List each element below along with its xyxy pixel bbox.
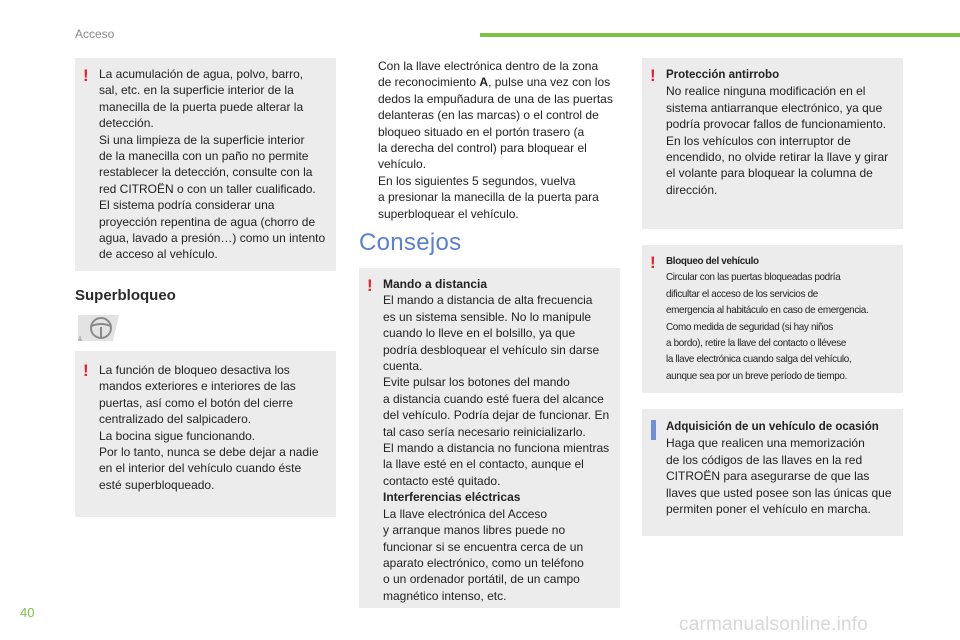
tip-subtitle: Interferencias eléctricas [383,490,521,505]
section-heading-consejos: Consejos [359,229,462,256]
step-text: , pulse una vez con los dedos la empuñadura de una de las puertas delanteras (en las marcas) o el control de bloqueo situado en el portón trasero (a la derecha del control) para bloquear el vehículo. [378,75,613,172]
warning-box-antitheft [642,58,903,229]
warning-icon: ! [83,361,89,380]
warning-box-superlock [75,351,336,517]
info-icon [651,420,656,440]
warning-text: La función de bloqueo desactiva los mandos exteriores e interiores de las puertas, así como el botón del cierre centralizado del salpicadero. La bocina sigue funcionando. Por lo tanto, nunca se debe dejar a nadie en el interior del vehículo cuando éste esté superbloqueado. [99,363,319,492]
list-item [359,173,621,222]
step-text: Con la llave electrónica dentro de la zona de reconocimiento [378,59,599,90]
watermark: carmanualsonline.info [679,614,869,635]
step-text: En los siguientes 5 segundos, vuelva a presionar la manecilla de la puerta para superbloquear el vehículo. [378,173,599,221]
warning-icon: ! [650,66,656,85]
warning-icon: ! [367,276,373,295]
box-title: Bloqueo del vehículo [666,256,759,267]
tip-text: El mando a distancia de alta frecuencia es un sistema sensible. No lo manipule cuando lo lleve en el bolsillo, ya que podría desbloquear el vehículo sin darse cuenta. Evite pulsar los botones del mando a distancia cuando esté fuera del alcance del vehículo. Podría dejar de funcionar. En tal caso sería necesario reinicializarlo. El mando a distancia no funciona mientras la llave esté en el contacto, aunque el contacto esté quitado. [383,293,610,488]
box-text: Haga que realicen una memorización de los códigos de las llaves en la red CITROËN para asegurarse de que las llaves que usted posee son las únicas que permiten poner el vehículo en marcha. [666,436,892,517]
warning-box-remote [359,268,620,608]
tip-title: Mando a distancia [383,277,488,291]
warning-icon: ! [83,66,89,85]
list-item [359,58,621,173]
steering-wheel-icon [75,313,121,343]
section-title: Acceso [75,27,115,41]
info-box-used-vehicle [642,409,903,536]
zone-label: A [479,75,489,90]
section-heading-superbloqueo: Superbloqueo [75,287,176,304]
tip-text: La llave electrónica del Acceso y arranque manos libres puede no funcionar si se encuentra cerca de un aparato electrónico, como un teléfono o un ordenador portátil, de un campo magnético intenso, etc. [383,506,584,603]
box-title: Adquisición de un vehículo de ocasión [666,421,879,433]
superlock-steps [359,58,621,222]
warning-text: La acumulación de agua, polvo, barro, sal, etc. en la superficie interior de la manecilla de la puerta puede alterar la detección. Si una limpieza de la superficie interior de la manecilla con un paño no permite restablecer la detección, consulte con la red CITROËN o con un taller cualificado. El sistema podría considerar una proyección repentina de agua (chorro de agua, lavado a presión…) como un intento de acceso al vehículo. [99,67,326,262]
box-title: Protección antirrobo [666,69,780,81]
warning-box-water [75,58,336,271]
warning-box-locking [642,245,903,393]
warning-icon: ! [650,253,656,272]
box-text: Circular con las puertas bloqueadas podría dificultar el acceso de los servicios de emergencia al habitáculo en caso de emergencia. Como medida de seguridad (si hay niños a bordo), retire la llave del contacto o llévese la llave electrónica cuando salga del vehículo, aunque sea por un breve período de tiempo. [666,272,869,382]
section-accent-bar [480,33,960,37]
box-text: No realice ninguna modificación en el sistema antiarranque electrónico, ya que podría provocar fallos de funcionamiento. En los vehículos con interruptor de encendido, no olvide retirar la llave y girar el volante para bloquear la columna de dirección. [666,84,889,197]
page-number: 40 [20,605,35,620]
